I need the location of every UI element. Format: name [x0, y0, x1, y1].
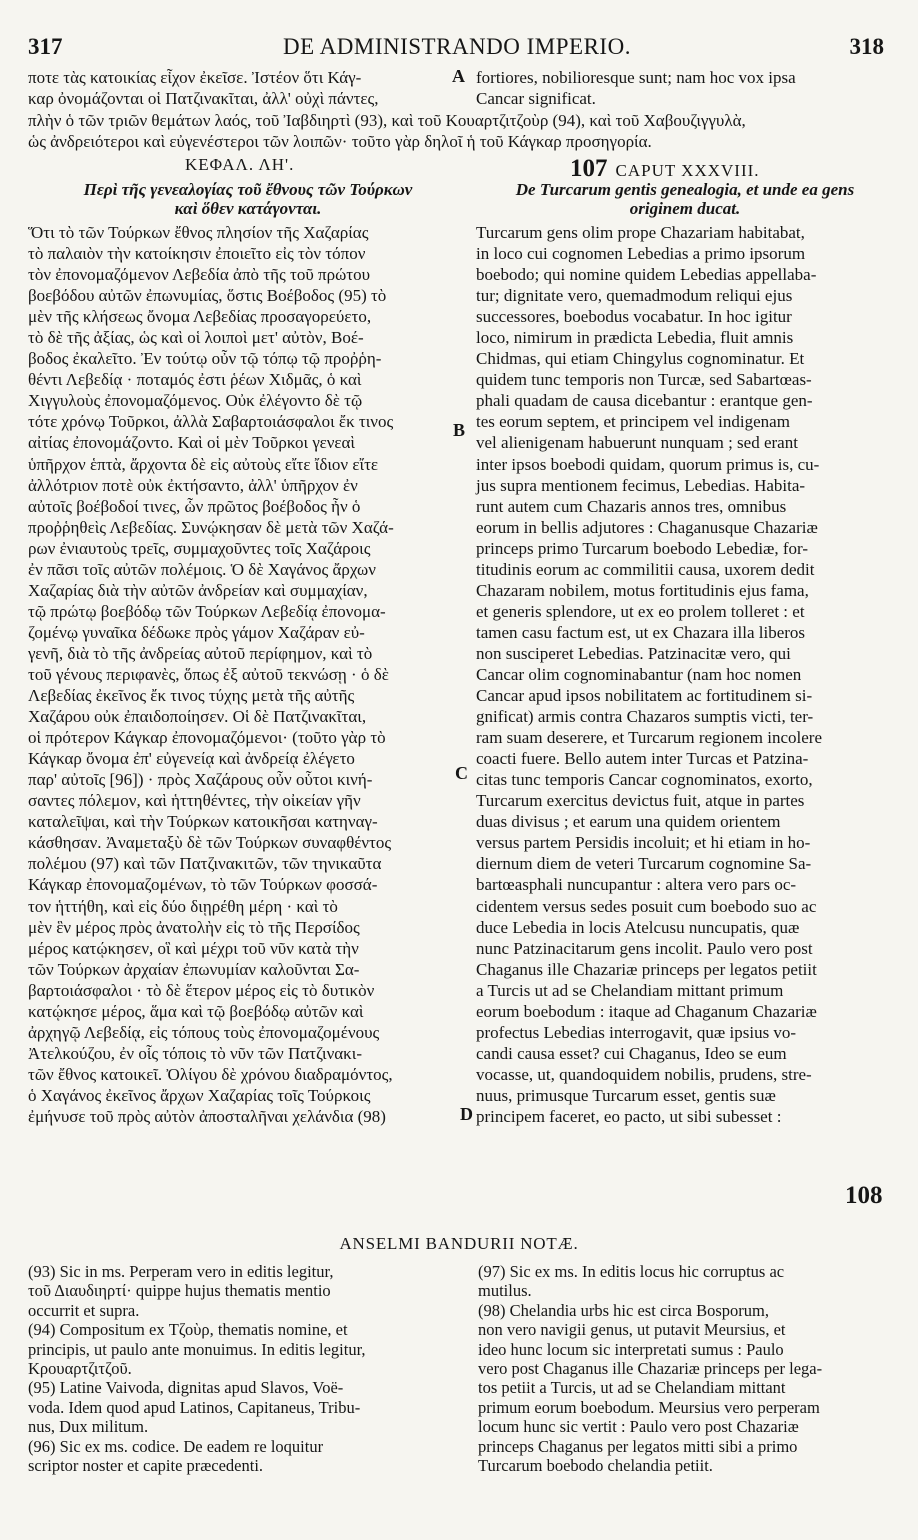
margin-mark-d: D — [460, 1104, 473, 1124]
greek-text-line: ζομένῳ γυναῖκα δέδωκε πρὸς γάμον Χαζάραν εὐ- — [28, 622, 365, 642]
greek-text-line: ρων ἐνιαυτοὺς τρεῖς, συμμαχοῦντες τοῖς Χαζάροις — [28, 538, 371, 558]
text-line: καρ ὀνομάζονται οἱ Πατζινακῖται, ἀλλ' οὐχὶ πάντες, — [28, 88, 379, 108]
latin-text-line: duas divisus ; et earum una quidem orientem — [476, 812, 781, 832]
greek-text-line: κατῴκησε μέρος, ἅμα καὶ τῷ βοεβόδῳ αὐτῶν καὶ — [28, 1001, 364, 1021]
latin-text-line: coacti fuere. Bello autem inter Turcas et Patzina- — [476, 749, 809, 769]
greek-text-line: πολέμου (97) καὶ τῶν Πατζινακιτῶν, τῶν τηνικαῦτα — [28, 854, 382, 874]
greek-text-line: ἐμήνυσε τοῦ πρὸς αὐτὸν ἀποσταλῆναι χελάνδια (98) — [28, 1106, 386, 1126]
latin-text-line: tur; dignitate vero, quemadmodum reliqui ejus — [476, 286, 793, 306]
text-line: fortiores, nobilioresque sunt; nam hoc vox ipsa — [476, 68, 796, 87]
note-line: Κρουαρτζιτζοῦ. — [28, 1358, 132, 1378]
greek-text-line: καταλεῖψαι, καὶ τὴν Τούρκων κατοικῆσαι κατηναγ- — [28, 812, 378, 832]
latin-text-line: ram suam deserere, et Turcarum regionem incolere — [476, 728, 823, 748]
note-line: tos petiit a Turcis, ut ad se Chelandiam mittant — [478, 1378, 786, 1398]
greek-text-line: Κάγκαρ ὄνομα ἐπ' εὐγενείᾳ καὶ ἀνδρείᾳ ἐλέγετο — [28, 749, 355, 769]
chapter-heading-latin — [570, 155, 760, 183]
notes-heading: ANSELMI BANDURII NOTÆ. — [339, 1234, 579, 1253]
latin-text-line: nuus, primusque Turcarum esset, gentis suæ — [476, 1085, 776, 1105]
latin-text-line: Turcarum exercitus devictus fuit, atque in partes — [476, 791, 805, 811]
note-line: occurrit et supra. — [28, 1300, 140, 1320]
top-latin-lines — [476, 68, 888, 110]
note-line: Turcarum boebodo chelandia petiit. — [478, 1455, 713, 1475]
note-line: vero post Chaganus ille Chazariæ princeps per lega- — [478, 1358, 823, 1378]
greek-text-line: Κάγκαρ ἐπονομαζομένων, τὸ τῶν Τούρκων φοσσά- — [28, 875, 378, 895]
latin-text-line: eorum in bellis adjutores : Chaganusque Chazariæ — [476, 517, 818, 537]
greek-text-line: γενῆ, διὰ τὸ τῆς ἀνδρείας αὐτοῦ περίφημον, καὶ τὸ — [28, 643, 373, 663]
greek-text-line: τὸ παλαιὸν τὴν κατοίκησιν ἐποιεῖτο εἰς τὸν τόπον — [28, 244, 366, 264]
greek-text-line: κάσθησαν. Ἀναμεταξὺ δὲ τῶν Τούρκων συναφθέντος — [28, 833, 392, 853]
text-line: πλὴν ὁ τῶν τριῶν θεμάτων λαός, τοῦ Ἰαβδιηρτὶ (93), καὶ τοῦ Κουαρτζιτζοὺρ (94), καὶ τοῦ Χαβουζιγγυλὰ, — [28, 111, 746, 130]
latin-text-line: quidem tunc temporis non Turcæ, sed Sabartœas- — [476, 370, 812, 390]
greek-text-line: Ἀτελκούζου, ἐν οἷς τόποις τὸ νῦν τῶν Πατζινακι- — [28, 1043, 362, 1063]
latin-text-line: cidentem versus sedes posuit cum boebodo suo ac — [476, 896, 817, 916]
latin-text-line: versus partem Persidis incoluit; et hi etiam in ho- — [476, 833, 811, 853]
note-line: scriptor noster et capite præcedenti. — [28, 1455, 264, 1475]
note-line: mutilus. — [478, 1281, 532, 1301]
latin-text-line: Chidmas, qui etiam Chingylus cognominatur. Et — [476, 349, 805, 369]
latin-text-line: boebodo; qui nomine quidem Lebedias appellaba- — [476, 265, 817, 285]
latin-text-line: in loco cui cognomen Lebedias a primo ipsorum — [476, 244, 806, 264]
page-number-right: 318 — [849, 34, 884, 59]
notes-left-column — [28, 1262, 464, 1475]
greek-text-line: προῤῥηθεὶς Λεβεδίας. Συνῴκησαν δὲ μετὰ τῶν Χαζά- — [28, 517, 394, 537]
top-greek-lines — [28, 68, 452, 110]
latin-text-line: tamen casu factum est, ut ex Chazara illa liberos — [476, 622, 806, 642]
greek-text-line: τότε χρόνῳ Τοῦρκοι, ἀλλὰ Σαβαρτοιάσφαλοι ἔκ τινος — [28, 412, 394, 432]
latin-text-line: Cancar olim cognominabantur (nam hoc nomen — [476, 664, 802, 684]
note-line: (94) Compositum ex Τζοὺρ, thematis nomine, et — [28, 1320, 348, 1340]
latin-text-line: Chaganus ille Chazariæ princeps per legatos petiit — [476, 959, 817, 979]
note-line: nus, Dux militum. — [28, 1417, 149, 1437]
greek-text-line: τὸν ἐπονομαζόμενον Λεβεδία ἀπὸ τῆς τοῦ πρώτου — [28, 265, 371, 285]
latin-text-line: citas tunc temporis Cancar cognominatos, exorto, — [476, 770, 813, 790]
note-line: non vero navigii genus, ut putavit Meursius, et — [478, 1320, 786, 1340]
greek-text-line: τῶν Τούρκων ἀρχαίαν ἐπωνυμίαν καλοῦνται Σα- — [28, 959, 360, 979]
greek-text-line: βοδος ἐκαλεῖτο. Ἐν τούτῳ οὖν τῷ τόπῳ τῷ προῤῥη- — [28, 349, 382, 369]
chapter-title-latin — [470, 180, 900, 218]
title-line: originem ducat. — [629, 199, 741, 218]
latin-text-line: titudinis eorum ac commilitii causa, uxorem dedit — [476, 559, 815, 579]
greek-text-line: τὸ δὲ τῆς ἀξίας, ὡς καὶ οἱ λοιποὶ μετ' αὐτὸν, Βοέ- — [28, 328, 364, 348]
page-header — [22, 34, 892, 68]
latin-text-line: runt autem cum Chazaris annos tres, omnibus — [476, 496, 787, 516]
greek-text-line: θέντι Λεβεδίᾳ · ποταμός ἐστι ῥέων Χιδμᾶς, ὁ καὶ — [28, 370, 362, 390]
latin-text-line: eorum boebodum : itaque ad Chaganum Chazariæ — [476, 1001, 817, 1021]
title-line: De Turcarum gentis genealogia, et unde ea gens — [515, 180, 855, 199]
greek-text-line: μέρος κατῴκησεν, οἳ καὶ μέχρι τοῦ νῦν κατὰ τὴν — [28, 938, 359, 958]
greek-text-line: τῷ πρώτῳ βοεβόδῳ τῶν Τούρκων Λεβεδίᾳ ἐπονομα- — [28, 601, 386, 621]
latin-text-line: diernum diem de veteri Turcarum cognomine Sa- — [476, 854, 812, 874]
latin-text-column — [476, 222, 896, 1127]
latin-text-line: successores, boebodus vocabatur. In hoc igitur — [476, 307, 792, 327]
chapter-latin-label: CAPUT XXXVIII. — [615, 161, 760, 180]
latin-text-line: nunc Patzinacitarum gens incolit. Paulo vero post — [476, 938, 813, 958]
latin-text-line: Turcarum gens olim prope Chazariam habitabat, — [476, 223, 805, 242]
note-line: locum hunc sic vertit : Paulo vero post Chazariæ — [478, 1417, 799, 1437]
notes-right-column — [478, 1262, 898, 1475]
latin-text-line: a Turcis ut ad se Chelandiam mittant primum — [476, 980, 784, 1000]
latin-text-line: gnificat) armis contra Chazaros sumptis victi, ter- — [476, 707, 814, 727]
note-line: τοῦ Διαυδιηρτί· quippe hujus thematis mentio — [28, 1281, 331, 1301]
page-marker-108: 108 — [845, 1182, 883, 1209]
latin-text-line: vocasse, ut, quandoquidem nobilis, prudens, stre- — [476, 1064, 812, 1084]
text-line: ποτε τὰς κατοικίας εἶχον ἐκεῖσε. Ἰστέον ὅτι Κάγ- — [28, 68, 362, 87]
greek-text-line: παρ' αὐτοῖς [96]) · πρὸς Χαζάρους οὖν οὗτοι κινή- — [28, 770, 373, 790]
note-line: (97) Sic ex ms. In editis locus hic corruptus ac — [478, 1262, 785, 1281]
note-line: voda. Idem quod apud Latinos, Capitaneus, Tribu- — [28, 1397, 361, 1417]
title-line: Περὶ τῆς γενεαλογίας τοῦ ἔθνους τῶν Τούρκων — [83, 180, 413, 199]
greek-text-line: ὑπῆρχον ἑπτὰ, ἄρχοντα δὲ εἰς αὐτοὺς εἴτε ἴδιον εἴτε — [28, 454, 379, 474]
greek-text-line: τοῦ γένους περιφανὲς, ὅπως ἐξ αὐτοῦ τεκνώσῃ · ὁ δὲ — [28, 664, 389, 684]
latin-text-line: Cancar apud ipsos nobilitatem ac fortitudinem si- — [476, 686, 813, 706]
greek-text-line: μὲν τῆς κλήσεως ὄνομα Λεβεδίας προσαγορεύετο, — [28, 307, 372, 327]
latin-text-line: candi causa esset? cui Chaganus, Ideo se eum — [476, 1043, 787, 1063]
latin-text-line: princeps primo Turcarum boebodo Lebediæ, for- — [476, 538, 809, 558]
greek-text-line: αἰτίας ἐπονομάζοντο. Καὶ οἱ μὲν Τοῦρκοι γενεαὶ — [28, 433, 356, 453]
latin-text-line: principem faceret, eo pacto, ut sibi subesset : — [476, 1106, 782, 1126]
greek-text-line: ὁ Χαγάνος ἐκεῖνος ἄρχων Χαζαρίας τοῖς Τούρκοις — [28, 1085, 371, 1105]
note-line: (98) Chelandia urbs hic est circa Bosporum, — [478, 1300, 769, 1320]
page-number-left: 317 — [28, 34, 63, 59]
title-line: καὶ ὅθεν κατάγονται. — [174, 199, 322, 218]
text-line: Cancar significat. — [476, 88, 596, 108]
greek-text-line: τῶν ἔθνος κατοικεῖ. Ὀλίγου δὲ χρόνου διαδραμόντος, — [28, 1064, 393, 1084]
latin-text-line: Chazaram nobilem, motus fortitudinis ejus fama, — [476, 580, 809, 600]
margin-mark-b: B — [453, 420, 466, 440]
margin-mark-c: C — [455, 763, 468, 783]
greek-text-line: σαντες πόλεμον, καὶ ἡττηθέντες, τὴν οἰκείαν γῆν — [28, 791, 361, 811]
text-line: ὡς ἀνδρειότεροι καὶ εὐγενέστεροι τῶν λοιπῶν· τοῦτο γὰρ δηλοῖ ἡ τοῦ Κάγκαρ προσηγορία. — [28, 132, 652, 151]
greek-text-line: μὲν ἓν μέρος πρὸς ἀνατολὴν εἰς τὸ τῆς Περσίδος — [28, 917, 360, 937]
latin-text-line: phali quadam de causa dicebantur : erantque gen- — [476, 391, 813, 411]
running-title: DE ADMINISTRANDO IMPERIO. — [283, 34, 631, 59]
greek-text-line: Χιγγυλοὺς ἐπονομαζόμενος. Οὐκ ἐλέγοντο δὲ τῷ — [28, 391, 363, 411]
note-line: primum eorum boebodum. Meursius vero perperam — [478, 1397, 820, 1417]
greek-text-line: οἱ πρότερον Κάγκαρ ἐπονομαζόμενοι· (τοῦτο γὰρ τὸ — [28, 728, 386, 748]
chapter-title-greek — [28, 180, 468, 218]
note-line: (95) Latine Vaivoda, dignitas apud Slavos, Voë- — [28, 1378, 344, 1398]
note-line: (93) Sic in ms. Perperam vero in editis legitur, — [28, 1262, 334, 1281]
chapter-marginal-number: 107 — [570, 155, 608, 182]
greek-text-line: Χαζαρίας διὰ τὴν αὐτῶν ἀνδρείαν καὶ συμμαχίαν, — [28, 580, 368, 600]
greek-text-line: Ὅτι τὸ τῶν Τούρκων ἔθνος πλησίον τῆς Χαζαρίας — [28, 223, 369, 242]
note-line: (96) Sic ex ms. codice. De eadem re loquitur — [28, 1436, 324, 1456]
latin-text-line: bartœasphali nuncupantur : altera vero pars oc- — [476, 875, 797, 895]
latin-text-line: duce Lebedia in locis Atelcusu nuncupatis, quæ — [476, 917, 800, 937]
greek-text-column — [28, 222, 458, 1127]
greek-text-line: Χαζάρου οὐκ ἐπαιδοποίησεν. Οἱ δὲ Πατζινακῖται, — [28, 707, 367, 727]
greek-text-line: βαρτοιάσφαλοι · τὸ δὲ ἕτερον μέρος εἰς τὸ δυτικὸν — [28, 980, 375, 1000]
greek-text-line: τον ἡττήθη, καὶ εἰς δύο διῃρέθη μέρη · καὶ τὸ — [28, 896, 338, 916]
latin-text-line: et generis splendore, ut ex eo prolem tolleret : et — [476, 601, 805, 621]
greek-text-line: ἀλλότριον ποτὲ οὐκ ἐκτήσαντο, ἀλλ' ὑπῆρχον ἐν — [28, 475, 358, 495]
latin-text-line: loco, nimirum in prædicta Lebedia, fluit amnis — [476, 328, 794, 348]
latin-text-line: tes eorum septem, et principem vel indigenam — [476, 412, 790, 432]
latin-text-line: jus supra mentionem fecimus, Lebedias. Habita- — [476, 475, 806, 495]
margin-mark-a: A — [452, 66, 465, 86]
greek-text-line: βοεβόδου αὐτῶν ἐπωνυμίας, ὅστις Βοέβοδος (95) τὸ — [28, 286, 387, 306]
latin-text-line: vel alienigenam habuerunt nunquam ; sed erant — [476, 433, 798, 453]
greek-text-line: ἀρχηγῷ Λεβεδίᾳ, εἰς τόπους τοὺς ἐπονομαζομένους — [28, 1022, 380, 1042]
chapter-heading-greek: ΚΕΦΑΛ. ΛΗ'. — [185, 155, 295, 174]
latin-text-line: profectus Lebedias interrogavit, quæ ipsius vo- — [476, 1022, 797, 1042]
note-line: ideo hunc locum sic interpretati sumus : Paulo — [478, 1339, 784, 1359]
latin-text-line: inter ipsos boebodi quidam, quorum primus is, cu- — [476, 454, 820, 474]
greek-text-line: ἐν πᾶσι τοῖς αὐτῶν πολέμοις. Ὁ δὲ Χαγάνος ἄρχων — [28, 559, 376, 579]
note-line: principis, ut paulo ante monuimus. In editis legitur, — [28, 1339, 366, 1359]
greek-text-line: αὐτοῖς βοέβοδοί τινες, ὧν πρῶτος βοέβοδος ἦν ὁ — [28, 496, 361, 516]
note-line: princeps Chaganus per legatos mitti sibi a primo — [478, 1436, 798, 1456]
greek-text-line: Λεβεδίας ἐκεῖνος ἔκ τινος τύχης μετὰ τῆς αὐτῆς — [28, 686, 355, 706]
latin-text-line: non susciperet Lebedias. Patzinacitæ vero, qui — [476, 643, 791, 663]
top-wide-greek — [28, 110, 890, 152]
